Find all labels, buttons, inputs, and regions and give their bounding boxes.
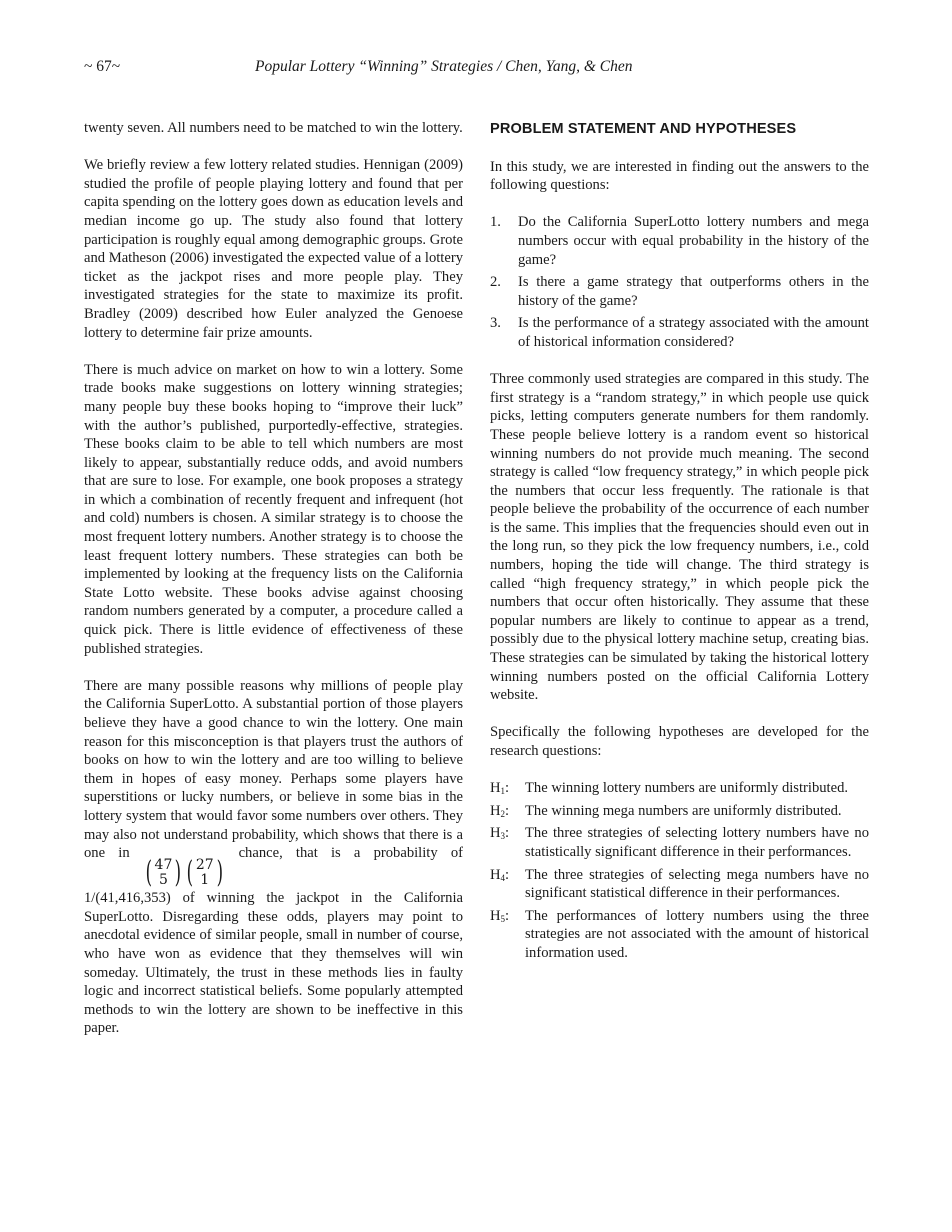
binom1-bottom: 5	[159, 872, 168, 889]
binom2-top: 27	[195, 857, 214, 874]
research-questions-list	[490, 213, 869, 351]
paragraph-trade-books: There is much advice on market on how to win a lottery. Some trade books make suggestions on lottery winning strategies; many people buy these books hoping to “improve their luck” with the author’s published, purportedly-effective, strategies. These books claim to be able to tell which numbers are most likely to appear, substantially reduce odds, and avoid numbers that are sure to lose. For example, one book proposes a strategy in which a combination of recently frequent and infrequent (hot and cold) numbers is chosen. A similar strategy is to choose the most frequent lottery numbers. Another strategy is to choose the least frequent lottery numbers. These strategies can both be implemented by looking at the frequency lists on the California State Lotto website. These books advise against choosing random numbers generated by a computer, a procedure called a quick pick. There is little evidence of effectiveness of these published strategies.	[84, 361, 463, 657]
page-header	[84, 58, 874, 80]
questions-intro: In this study, we are interested in finding out the answers to the following questions:	[490, 158, 869, 194]
running-title: Popular Lottery “Winning” Strategies / Chen, Yang, & Chen	[255, 58, 633, 75]
list-item: 3. Is the performance of a strategy associated with the amount of historical information considered?	[490, 315, 869, 350]
list-item: 2. Is there a game strategy that outperforms others in the history of the game?	[490, 274, 869, 309]
hypotheses-intro: Specifically the following hypotheses are developed for the research questions:	[490, 724, 869, 759]
binom1-top: 47	[154, 857, 173, 874]
hypotheses-list	[490, 779, 869, 962]
paragraph-continuation: twenty seven. All numbers need to be matched to win the lottery.	[84, 120, 463, 136]
paragraph-reasons	[84, 677, 463, 1038]
paragraph-strategies: Three commonly used strategies are compared in this study. The first strategy is a “random strategy,” in which people use quick picks, letting computers generate numbers for them randomly. These people believe lottery is a random event so historical winning numbers do not provide much meaning. The second strategy is called “low frequency strategy,” in which people pick the numbers that occur less frequently. The rationale is that people believe the probability of the occurrence of each number is the same. This implies that the frequencies should even out in the long run, so they pick the low frequency numbers, i.e., cold numbers, hoping the tide will change. The third strategy is called “high frequency strategy,” in which people pick the numbers that occur often historically. They assume that these popular numbers are likely to continue to appear as a trend, possibly due to the physical lottery machine setup, creating bias. These strategies can be simulated by taking the historical lottery winning numbers posted on the official California Lottery website.	[490, 371, 869, 704]
paragraph-literature-review: We briefly review a few lottery related studies. Hennigan (2009) studied the profile of people playing lottery and found that per capita spending on the lottery goes down as education levels and median income go up. The study also found that lottery participation is roughly equal among demographic groups. Grote and Matheson (2006) investigated the expected value of a lottery ticket as the jackpot rises and more people play. They investigated strategies for the state to maximize its profit. Bradley (2009) described how Euler analyzed the Genoese lottery to determine fair prize amounts.	[84, 157, 463, 341]
binomial-47-choose-5: ( 47 5 )	[145, 855, 182, 891]
page-number: ~ 67~	[84, 58, 121, 75]
list-item: $H_2$: The winning mega numbers are uniformly distributed.	[490, 802, 842, 819]
list-item: 1. Do the California SuperLotto lottery numbers and mega numbers occur with equal probability in the history of the game?	[490, 214, 869, 268]
list-item: $H_3$: The three strategies of selecting lottery numbers have no statistically significant difference in their performances.	[490, 825, 869, 860]
list-item: $H_4$: The three strategies of selecting mega numbers have no significant statistical difference in their performances.	[490, 866, 869, 902]
right-column	[490, 119, 869, 967]
list-item: $H_1$: The winning lottery numbers are uniformly distributed.	[490, 780, 849, 797]
binomial-27-choose-1: ( 27 1 )	[186, 855, 223, 891]
reasons-text-b: chance, that is a probability of 1/(41,416,353) of winning the jackpot in the California SuperLotto. Disregarding these odds, players may point to anecdotal evidence of similar people, small in number of course, who have won as evidence that they themselves will win someday. Ultimately, the trust in these methods lies in faulty logic and incorrect statistical beliefs. Some popularly attempted methods to win the lottery are shown to be ineffective in this paper.	[84, 845, 463, 1037]
left-column	[84, 119, 463, 1038]
list-item: $H_5$: The performances of lottery numbers using the three strategies are not associated with the amount of historical information used.	[490, 907, 869, 961]
section-heading: PROBLEM STATEMENT AND HYPOTHESES	[490, 121, 797, 137]
reasons-text-a: There are many possible reasons why millions of people play the California SuperLotto. A substantial portion of those players believe they have a good chance to win the lottery. One main reason for this misconception is that players trust the authors of books on how to win the lottery and are too willing to believe them in hopes of easy money. Perhaps some players have superstitions or lucky numbers, or believe in some bias in the lottery system that would favor some numbers over others. They may also not understand probability, which shows that there is a one in	[84, 677, 463, 862]
binom2-bottom: 1	[200, 872, 210, 889]
